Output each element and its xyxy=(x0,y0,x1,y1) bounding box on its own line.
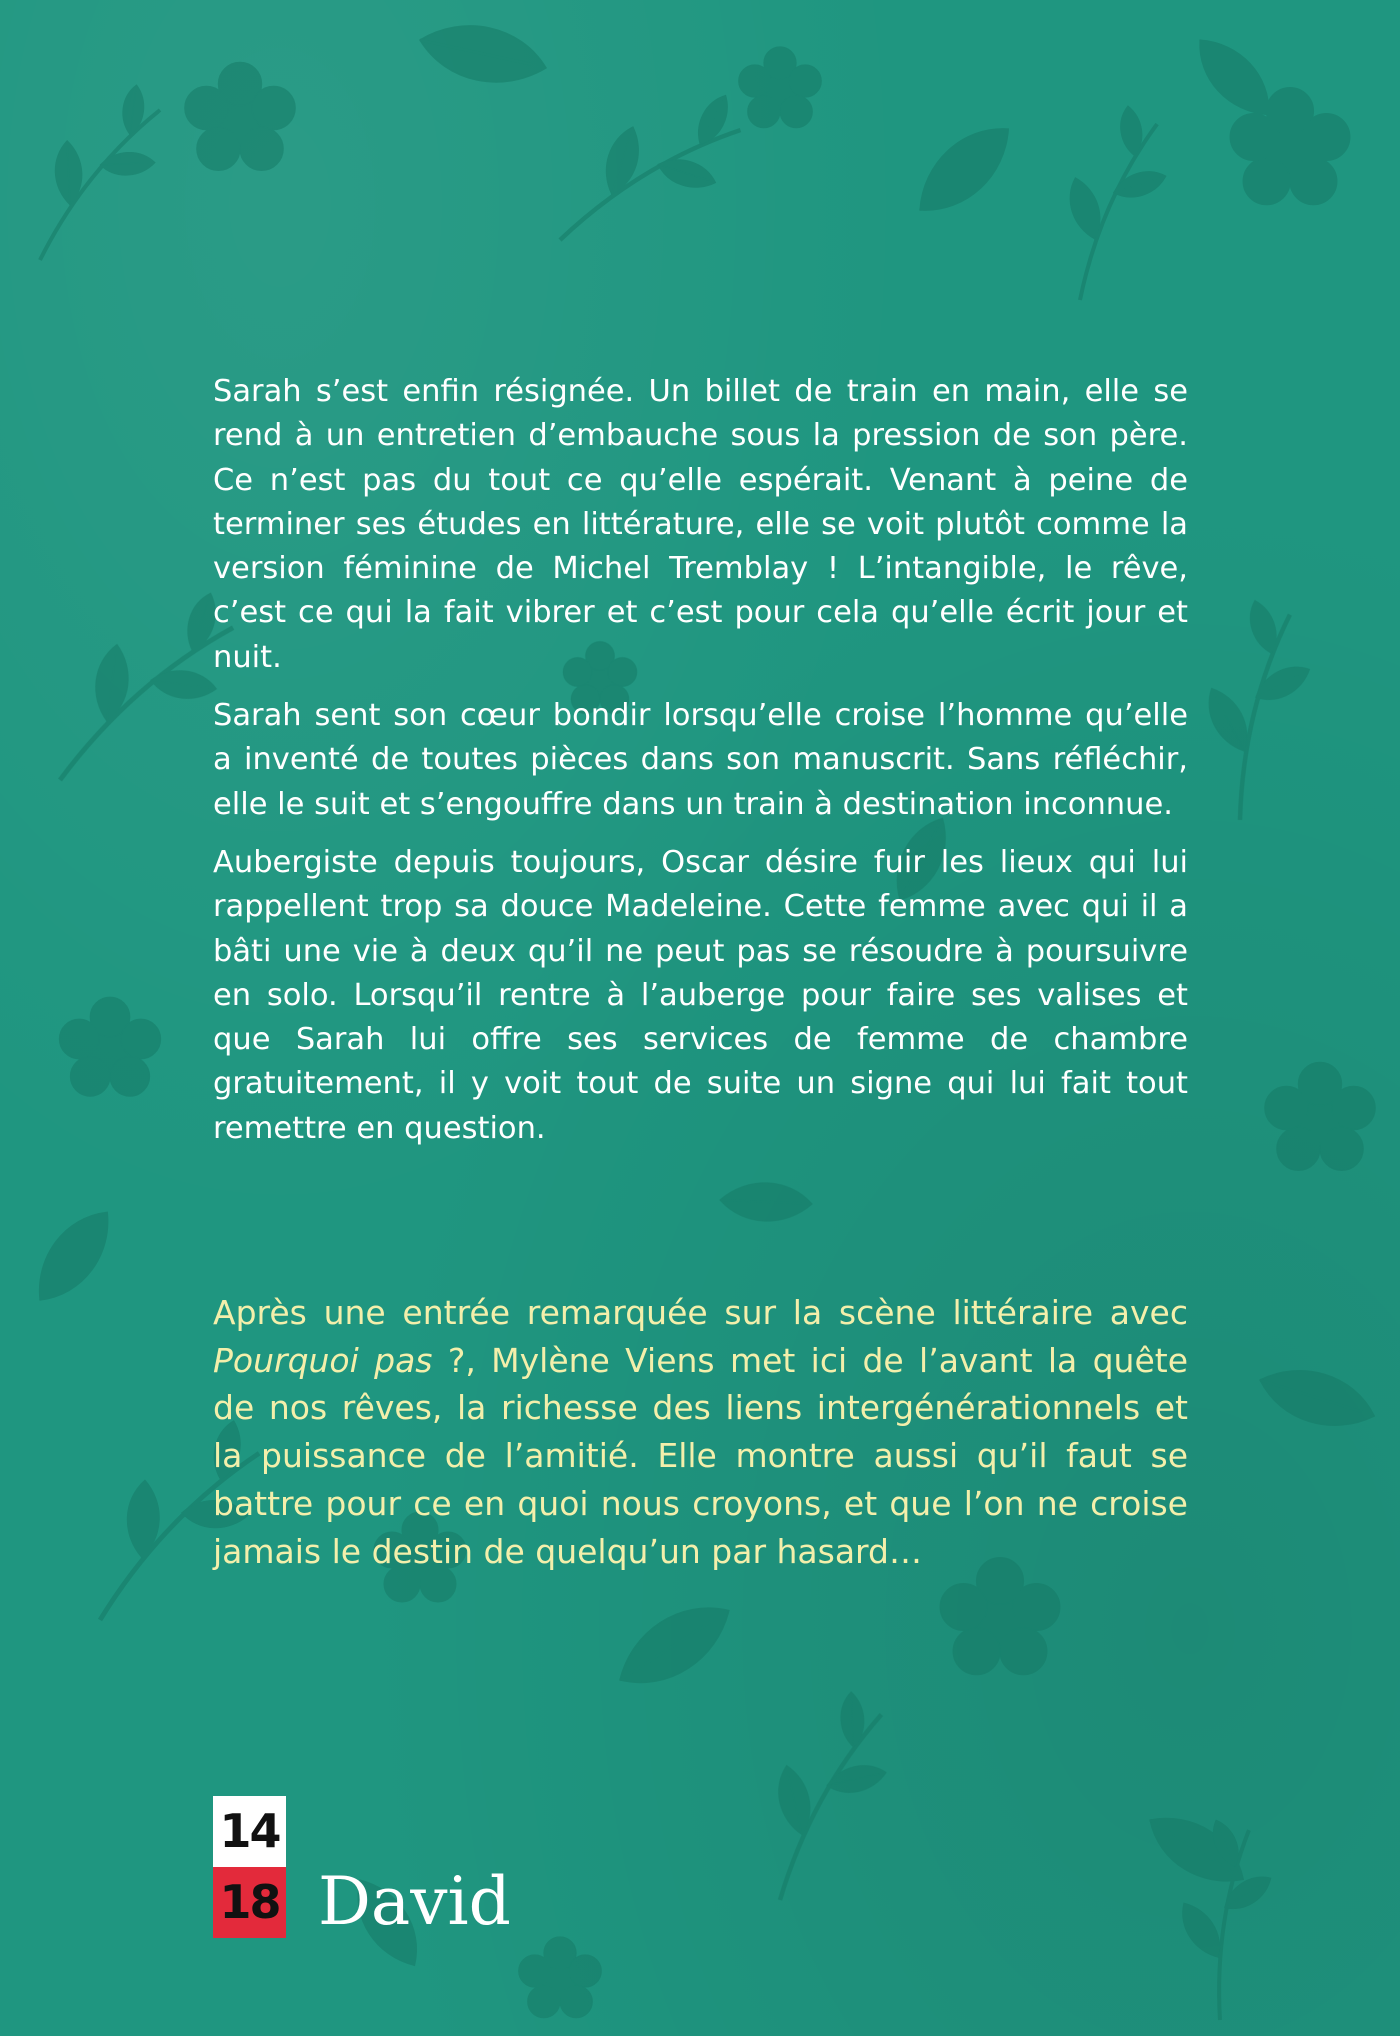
age-badge-bottom: 18 xyxy=(213,1867,286,1938)
author-presentation xyxy=(213,1289,1188,1575)
synopsis xyxy=(213,370,1188,1165)
synopsis-paragraph: Aubergiste depuis toujours, Oscar désire fuir les lieux qui lui rappellent trop sa douce Madeleine. Cette femme avec qui il a bâti une vie à deux qu’il ne peut pas se résoudre à poursuivre en solo. Lorsqu’il rentre à l’auberge pour faire ses valises et que Sarah lui offre ses services de femme de chambre gratuitement, il y voit tout de suite un signe qui lui fait tout remettre en question. xyxy=(213,844,1188,1146)
promo-text-start: Après une entrée remarquée sur la scène littéraire avec xyxy=(213,1293,1188,1332)
collection-logo xyxy=(213,1796,286,1938)
synopsis-paragraph: Sarah sent son cœur bondir lorsqu’elle croise l’homme qu’elle a inventé de toutes pièces dans son manuscrit. Sans réfléchir, elle le suit et s’engouffre dans un train à destination inconnue. xyxy=(213,698,1188,822)
publisher-logo: David xyxy=(318,1863,511,1940)
previous-book-title: Pourquoi pas xyxy=(213,1340,433,1380)
promo-text-end: ?, Mylène Viens met ici de l’avant la quête de nos rêves, la richesse des liens intergénérationnels et la puissance de l’amitié. Elle montre aussi qu’il faut se battre pour ce en quoi nous croyons, et que l’on ne croise jamais le destin de quelqu’un par hasard… xyxy=(213,1340,1188,1571)
age-badge-top: 14 xyxy=(213,1796,286,1867)
synopsis-paragraph: Sarah s’est enfin résignée. Un billet de train en main, elle se rend à un entretien d’embauche sous la pression de son père. Ce n’est pas du tout ce qu’elle espérait. Venant à peine de terminer ses études en littérature, elle se voit plutôt comme la version féminine de Michel Tremblay ! L’intangible, le rêve, c’est ce qui la fait vibrer et c’est pour cela qu’elle écrit jour et nuit. xyxy=(213,374,1188,675)
